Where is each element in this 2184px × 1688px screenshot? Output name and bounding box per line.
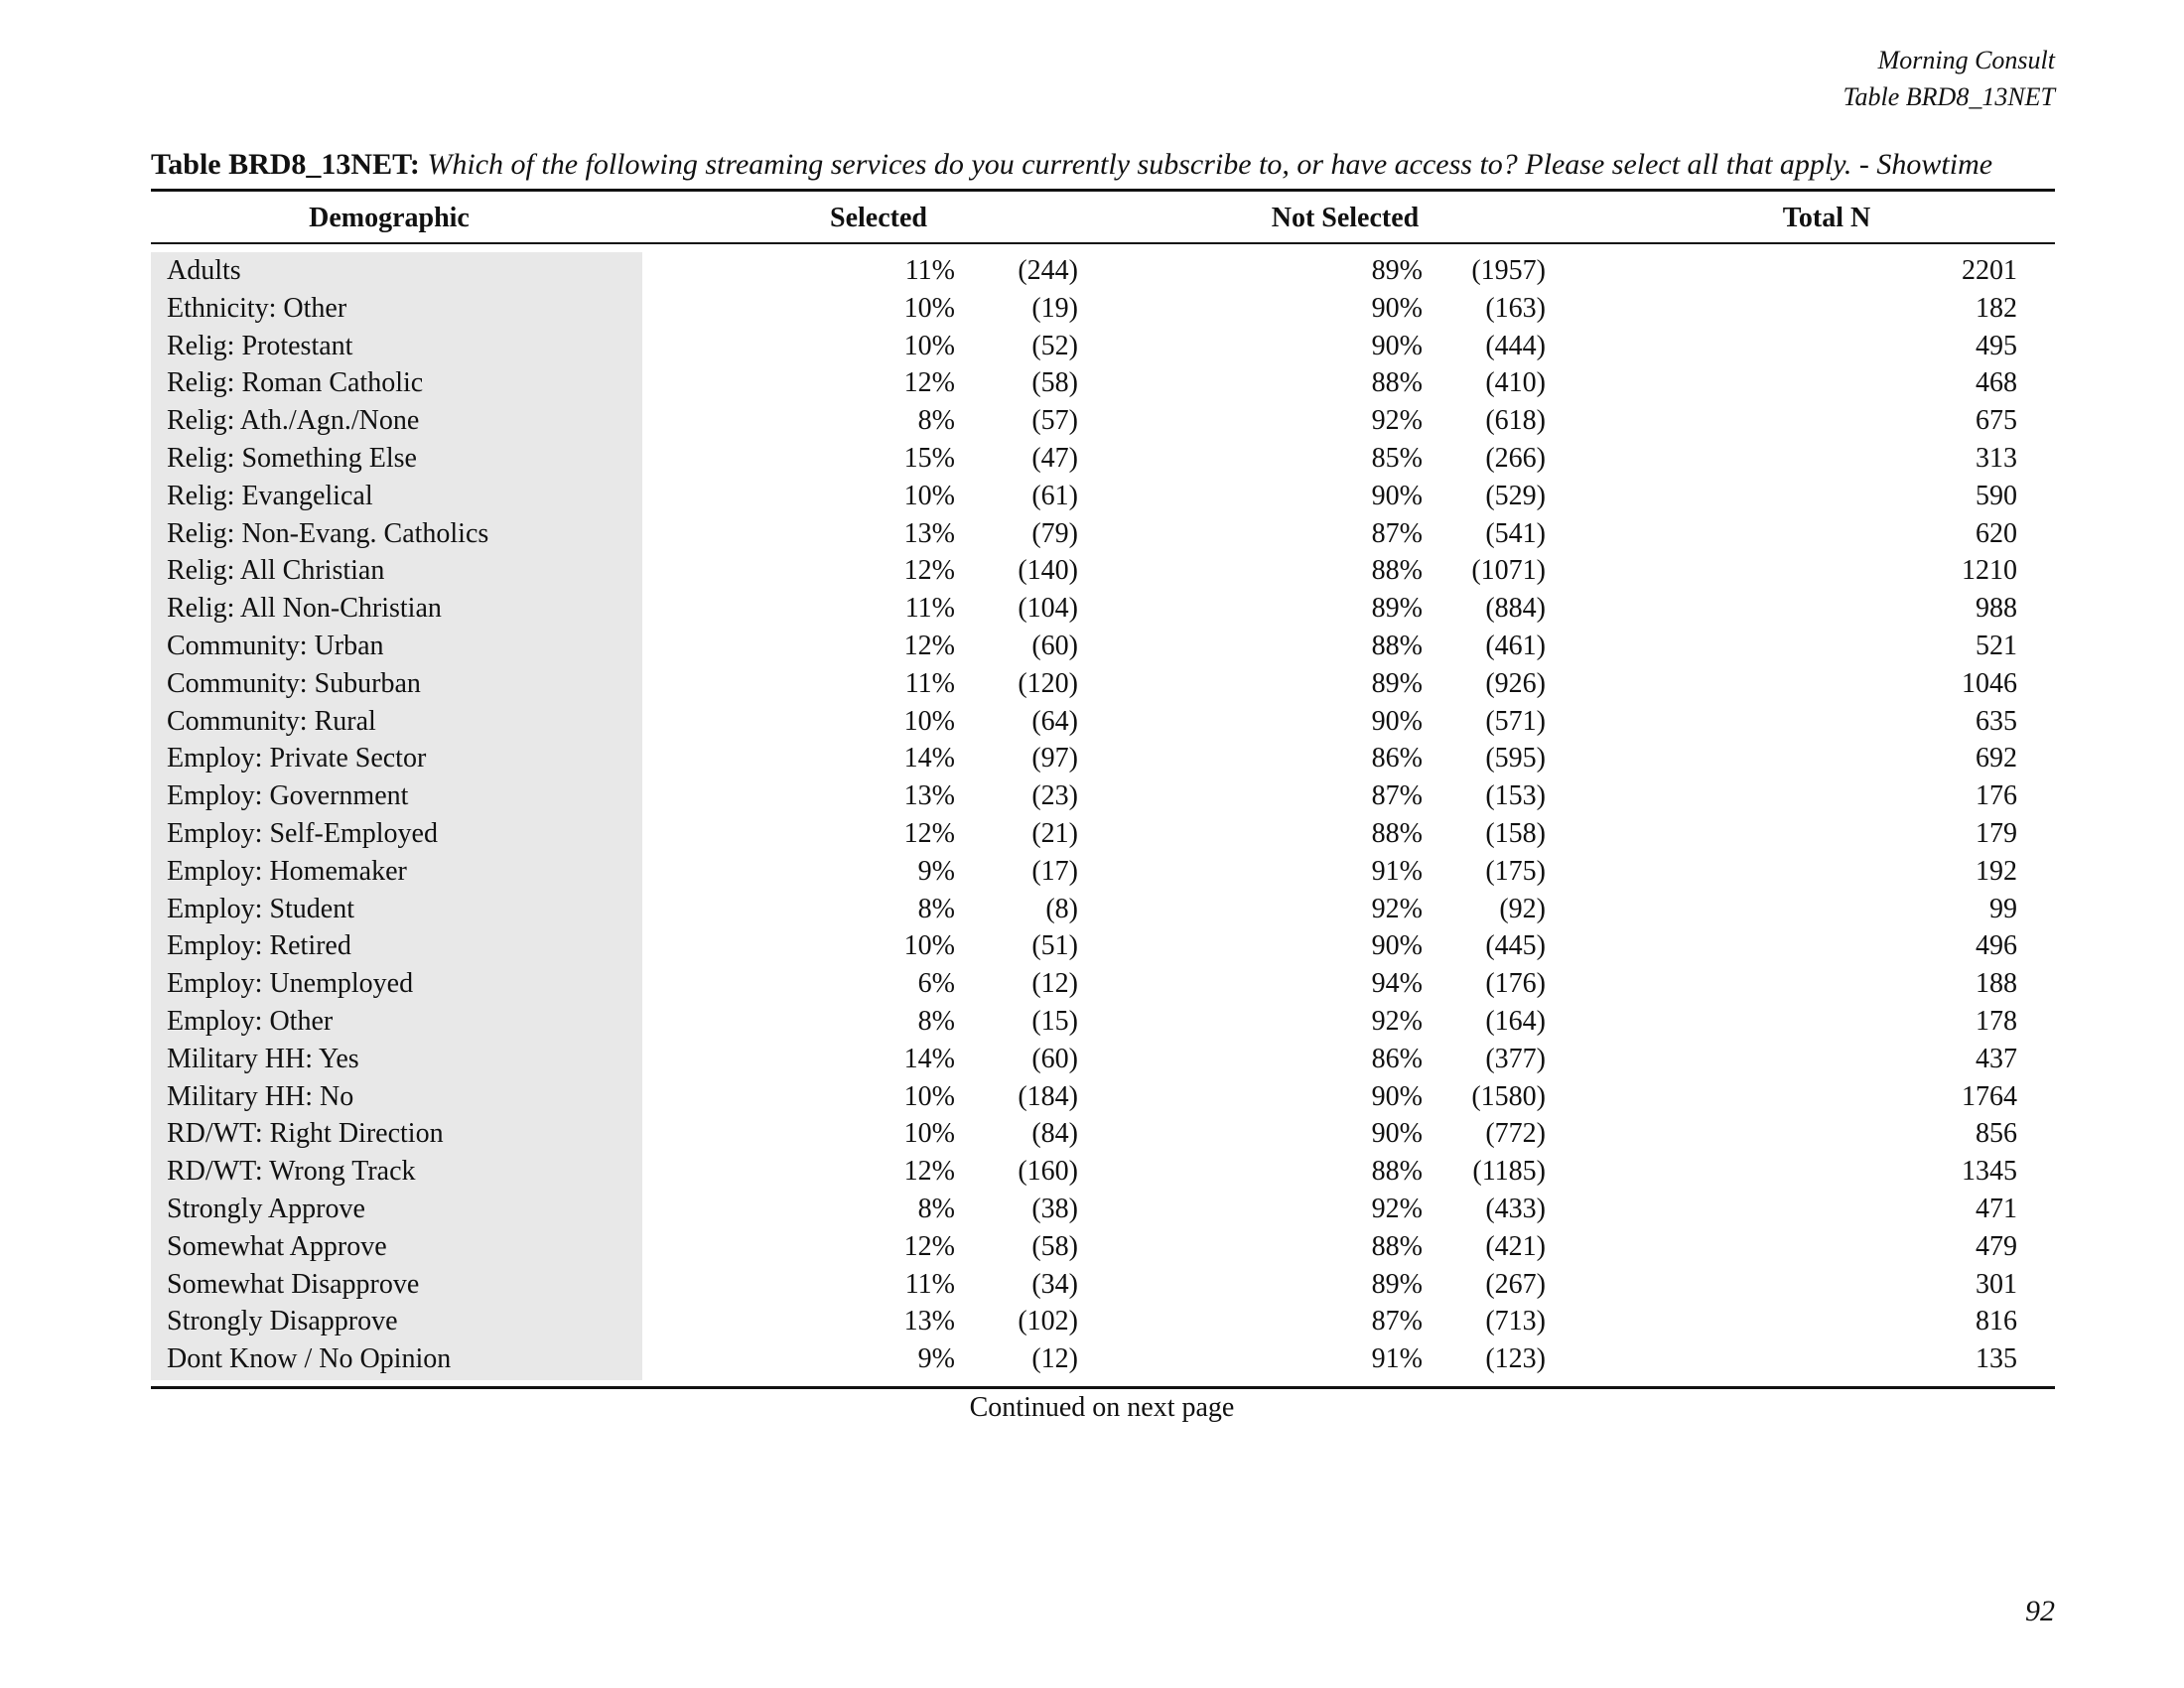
- not-selected-count-cell: (123): [1485, 1343, 1546, 1375]
- not-selected-count-cell: (529): [1485, 480, 1546, 511]
- table-row: [151, 740, 2055, 777]
- table-row: [151, 965, 2055, 1003]
- not-selected-count-cell: (1071): [1471, 555, 1546, 587]
- not-selected-percent-cell: 91%: [1371, 1343, 1423, 1375]
- total-n-cell: 816: [1976, 1306, 2017, 1337]
- table-row: [151, 440, 2055, 478]
- not-selected-count-cell: (541): [1485, 517, 1546, 549]
- total-n-cell: 675: [1976, 405, 2017, 437]
- not-selected-count-cell: (410): [1485, 367, 1546, 399]
- not-selected-count-cell: (461): [1485, 630, 1546, 661]
- not-selected-count-cell: (163): [1485, 292, 1546, 324]
- selected-count-cell: (160): [1018, 1156, 1078, 1188]
- not-selected-percent-cell: 92%: [1371, 893, 1423, 924]
- selected-count-cell: (47): [1031, 442, 1078, 474]
- table-row: [151, 552, 2055, 590]
- total-n-cell: 620: [1976, 517, 2017, 549]
- selected-count-cell: (23): [1031, 780, 1078, 812]
- total-n-cell: 471: [1976, 1193, 2017, 1224]
- selected-count-cell: (64): [1031, 705, 1078, 737]
- column-header-demographic: Demographic: [309, 203, 470, 233]
- total-n-cell: 182: [1976, 292, 2017, 324]
- total-n-cell: 437: [1976, 1043, 2017, 1074]
- not-selected-percent-cell: 88%: [1371, 555, 1423, 587]
- selected-percent-cell: 10%: [903, 930, 955, 962]
- total-n-cell: 192: [1976, 855, 2017, 887]
- not-selected-percent-cell: 90%: [1371, 930, 1423, 962]
- selected-count-cell: (60): [1031, 1043, 1078, 1074]
- selected-count-cell: (184): [1018, 1080, 1078, 1112]
- demographic-cell: Employ: Government: [167, 780, 409, 812]
- table-row: [151, 1266, 2055, 1304]
- not-selected-count-cell: (571): [1485, 705, 1546, 737]
- selected-percent-cell: 12%: [903, 1156, 955, 1188]
- table-row: [151, 478, 2055, 515]
- not-selected-percent-cell: 87%: [1371, 517, 1423, 549]
- demographic-cell: Relig: All Non-Christian: [167, 593, 442, 625]
- demographic-cell: Employ: Retired: [167, 930, 351, 962]
- table-row: [151, 402, 2055, 440]
- total-n-cell: 1046: [1962, 667, 2017, 699]
- continued-note: Continued on next page: [969, 1392, 1235, 1423]
- selected-count-cell: (244): [1018, 255, 1078, 286]
- table-row: [151, 1228, 2055, 1266]
- selected-percent-cell: 11%: [904, 255, 955, 286]
- table-header-rule: [151, 242, 2055, 244]
- selected-count-cell: (58): [1031, 1230, 1078, 1262]
- selected-count-cell: (17): [1031, 855, 1078, 887]
- demographic-cell: Dont Know / No Opinion: [167, 1343, 452, 1375]
- not-selected-percent-cell: 86%: [1371, 1043, 1423, 1074]
- not-selected-count-cell: (1957): [1471, 255, 1546, 286]
- demographic-cell: RD/WT: Right Direction: [167, 1118, 444, 1150]
- not-selected-count-cell: (618): [1485, 405, 1546, 437]
- not-selected-count-cell: (421): [1485, 1230, 1546, 1262]
- not-selected-percent-cell: 85%: [1371, 442, 1423, 474]
- selected-count-cell: (12): [1031, 968, 1078, 1000]
- table-row: [151, 1115, 2055, 1153]
- total-n-cell: 1345: [1962, 1156, 2017, 1188]
- not-selected-percent-cell: 88%: [1371, 817, 1423, 849]
- selected-percent-cell: 11%: [904, 1268, 955, 1300]
- not-selected-percent-cell: 89%: [1371, 1268, 1423, 1300]
- not-selected-count-cell: (444): [1485, 330, 1546, 361]
- demographic-cell: Employ: Homemaker: [167, 855, 407, 887]
- not-selected-percent-cell: 89%: [1371, 255, 1423, 286]
- table-row: [151, 328, 2055, 365]
- not-selected-count-cell: (445): [1485, 930, 1546, 962]
- selected-percent-cell: 8%: [917, 893, 955, 924]
- selected-count-cell: (52): [1031, 330, 1078, 361]
- not-selected-percent-cell: 92%: [1371, 1193, 1423, 1224]
- not-selected-count-cell: (164): [1485, 1005, 1546, 1037]
- not-selected-count-cell: (595): [1485, 743, 1546, 774]
- header-table-ref: Table BRD8_13NET: [1843, 82, 2055, 111]
- selected-percent-cell: 11%: [904, 667, 955, 699]
- table-row: [151, 703, 2055, 741]
- table-row: [151, 364, 2055, 402]
- selected-count-cell: (102): [1018, 1306, 1078, 1337]
- selected-count-cell: (8): [1045, 893, 1078, 924]
- demographic-cell: Military HH: No: [167, 1080, 354, 1112]
- not-selected-count-cell: (1580): [1471, 1080, 1546, 1112]
- not-selected-percent-cell: 88%: [1371, 630, 1423, 661]
- selected-percent-cell: 8%: [917, 405, 955, 437]
- selected-percent-cell: 12%: [903, 1230, 955, 1262]
- not-selected-count-cell: (884): [1485, 593, 1546, 625]
- selected-count-cell: (140): [1018, 555, 1078, 587]
- table-row: [151, 665, 2055, 703]
- selected-count-cell: (120): [1018, 667, 1078, 699]
- demographic-cell: Somewhat Disapprove: [167, 1268, 420, 1300]
- selected-percent-cell: 10%: [903, 292, 955, 324]
- selected-percent-cell: 10%: [903, 1080, 955, 1112]
- header-org: Morning Consult: [1877, 46, 2055, 74]
- not-selected-percent-cell: 86%: [1371, 743, 1423, 774]
- not-selected-percent-cell: 88%: [1371, 1156, 1423, 1188]
- selected-percent-cell: 8%: [917, 1005, 955, 1037]
- selected-percent-cell: 13%: [903, 517, 955, 549]
- demographic-cell: Employ: Other: [167, 1005, 334, 1037]
- selected-count-cell: (38): [1031, 1193, 1078, 1224]
- not-selected-percent-cell: 89%: [1371, 593, 1423, 625]
- selected-percent-cell: 8%: [917, 1193, 955, 1224]
- table-top-rule: [151, 189, 2055, 192]
- not-selected-percent-cell: 90%: [1371, 1118, 1423, 1150]
- selected-percent-cell: 12%: [903, 630, 955, 661]
- demographic-cell: Community: Suburban: [167, 667, 421, 699]
- table-row: [151, 777, 2055, 815]
- demographic-cell: Relig: Evangelical: [167, 480, 373, 511]
- total-n-cell: 313: [1976, 442, 2017, 474]
- selected-percent-cell: 10%: [903, 480, 955, 511]
- selected-count-cell: (61): [1031, 480, 1078, 511]
- table-row: [151, 590, 2055, 628]
- not-selected-count-cell: (772): [1485, 1118, 1546, 1150]
- demographic-cell: Relig: All Christian: [167, 555, 385, 587]
- column-header-not-selected: Not Selected: [1271, 203, 1420, 233]
- selected-count-cell: (19): [1031, 292, 1078, 324]
- not-selected-percent-cell: 89%: [1371, 667, 1423, 699]
- total-n-cell: 2201: [1962, 255, 2017, 286]
- demographic-cell: Military HH: Yes: [167, 1043, 359, 1074]
- table-row: [151, 628, 2055, 665]
- not-selected-count-cell: (433): [1485, 1193, 1546, 1224]
- table-row: [151, 853, 2055, 891]
- total-n-cell: 1764: [1962, 1080, 2017, 1112]
- demographic-cell: Relig: Ath./Agn./None: [167, 405, 420, 437]
- not-selected-count-cell: (267): [1485, 1268, 1546, 1300]
- selected-percent-cell: 6%: [917, 968, 955, 1000]
- selected-count-cell: (58): [1031, 367, 1078, 399]
- not-selected-percent-cell: 90%: [1371, 1080, 1423, 1112]
- demographic-cell: Relig: Protestant: [167, 330, 353, 361]
- selected-count-cell: (104): [1018, 593, 1078, 625]
- selected-count-cell: (21): [1031, 817, 1078, 849]
- table-row: [151, 515, 2055, 553]
- not-selected-percent-cell: 90%: [1371, 705, 1423, 737]
- demographic-cell: Adults: [167, 255, 241, 286]
- table-title-question: Which of the following streaming services do you currently subscribe to, or have access to? Please select all that apply. - Showtime: [427, 148, 1993, 181]
- demographic-cell: Strongly Disapprove: [167, 1306, 398, 1337]
- selected-percent-cell: 14%: [903, 743, 955, 774]
- table-row: [151, 1191, 2055, 1228]
- demographic-cell: Relig: Non-Evang. Catholics: [167, 517, 489, 549]
- selected-percent-cell: 11%: [904, 593, 955, 625]
- selected-percent-cell: 10%: [903, 1118, 955, 1150]
- demographic-cell: Relig: Roman Catholic: [167, 367, 424, 399]
- selected-count-cell: (84): [1031, 1118, 1078, 1150]
- total-n-cell: 988: [1976, 593, 2017, 625]
- selected-percent-cell: 14%: [903, 1043, 955, 1074]
- page-number: 92: [2025, 1595, 2055, 1627]
- total-n-cell: 135: [1976, 1343, 2017, 1375]
- not-selected-percent-cell: 94%: [1371, 968, 1423, 1000]
- not-selected-count-cell: (1185): [1472, 1156, 1546, 1188]
- demographic-cell: Strongly Approve: [167, 1193, 365, 1224]
- table-body: [151, 252, 2055, 1378]
- selected-count-cell: (57): [1031, 405, 1078, 437]
- total-n-cell: 479: [1976, 1230, 2017, 1262]
- not-selected-percent-cell: 90%: [1371, 330, 1423, 361]
- not-selected-count-cell: (176): [1485, 968, 1546, 1000]
- total-n-cell: 1210: [1962, 555, 2017, 587]
- selected-percent-cell: 15%: [903, 442, 955, 474]
- table-row: [151, 1078, 2055, 1116]
- not-selected-percent-cell: 92%: [1371, 1005, 1423, 1037]
- not-selected-count-cell: (158): [1485, 817, 1546, 849]
- table-row: [151, 1003, 2055, 1041]
- not-selected-count-cell: (175): [1485, 855, 1546, 887]
- table-row: [151, 1041, 2055, 1078]
- table-title: [151, 145, 2055, 185]
- table-row: [151, 891, 2055, 928]
- demographic-cell: Ethnicity: Other: [167, 292, 347, 324]
- selected-percent-cell: 12%: [903, 817, 955, 849]
- selected-percent-cell: 13%: [903, 1306, 955, 1337]
- total-n-cell: 856: [1976, 1118, 2017, 1150]
- not-selected-count-cell: (92): [1499, 893, 1546, 924]
- total-n-cell: 692: [1976, 743, 2017, 774]
- not-selected-percent-cell: 87%: [1371, 780, 1423, 812]
- selected-percent-cell: 13%: [903, 780, 955, 812]
- table-row: [151, 1303, 2055, 1340]
- selected-count-cell: (51): [1031, 930, 1078, 962]
- selected-count-cell: (12): [1031, 1343, 1078, 1375]
- demographic-cell: Employ: Student: [167, 893, 354, 924]
- demographic-cell: Employ: Self-Employed: [167, 817, 438, 849]
- total-n-cell: 635: [1976, 705, 2017, 737]
- total-n-cell: 468: [1976, 367, 2017, 399]
- not-selected-percent-cell: 88%: [1371, 1230, 1423, 1262]
- selected-percent-cell: 10%: [903, 330, 955, 361]
- total-n-cell: 176: [1976, 780, 2017, 812]
- not-selected-count-cell: (266): [1485, 442, 1546, 474]
- not-selected-percent-cell: 87%: [1371, 1306, 1423, 1337]
- not-selected-percent-cell: 92%: [1371, 405, 1423, 437]
- demographic-cell: Community: Urban: [167, 630, 384, 661]
- selected-percent-cell: 9%: [917, 1343, 955, 1375]
- demographic-cell: Employ: Private Sector: [167, 743, 427, 774]
- demographic-cell: Community: Rural: [167, 705, 376, 737]
- total-n-cell: 521: [1976, 630, 2017, 661]
- selected-percent-cell: 12%: [903, 367, 955, 399]
- selected-count-cell: (60): [1031, 630, 1078, 661]
- not-selected-percent-cell: 91%: [1371, 855, 1423, 887]
- table-row: [151, 815, 2055, 853]
- selected-count-cell: (15): [1031, 1005, 1078, 1037]
- table-title-id: Table BRD8_13NET:: [151, 148, 420, 181]
- not-selected-count-cell: (713): [1485, 1306, 1546, 1337]
- not-selected-count-cell: (926): [1485, 667, 1546, 699]
- column-header-selected: Selected: [830, 203, 927, 233]
- table-row: [151, 252, 2055, 290]
- total-n-cell: 590: [1976, 480, 2017, 511]
- not-selected-percent-cell: 90%: [1371, 480, 1423, 511]
- total-n-cell: 496: [1976, 930, 2017, 962]
- table-row: [151, 1153, 2055, 1191]
- demographic-cell: Employ: Unemployed: [167, 968, 414, 1000]
- selected-count-cell: (97): [1031, 743, 1078, 774]
- total-n-cell: 188: [1976, 968, 2017, 1000]
- table-row: [151, 927, 2055, 965]
- demographic-cell: Somewhat Approve: [167, 1230, 387, 1262]
- page-header: [1843, 42, 2055, 115]
- table-row: [151, 1340, 2055, 1378]
- demographic-cell: RD/WT: Wrong Track: [167, 1156, 416, 1188]
- total-n-cell: 301: [1976, 1268, 2017, 1300]
- total-n-cell: 99: [1989, 893, 2017, 924]
- total-n-cell: 178: [1976, 1005, 2017, 1037]
- not-selected-percent-cell: 90%: [1371, 292, 1423, 324]
- not-selected-count-cell: (153): [1485, 780, 1546, 812]
- selected-count-cell: (79): [1031, 517, 1078, 549]
- total-n-cell: 179: [1976, 817, 2017, 849]
- demographic-cell: Relig: Something Else: [167, 442, 417, 474]
- not-selected-percent-cell: 88%: [1371, 367, 1423, 399]
- table-row: [151, 290, 2055, 328]
- selected-percent-cell: 10%: [903, 705, 955, 737]
- total-n-cell: 495: [1976, 330, 2017, 361]
- selected-percent-cell: 9%: [917, 855, 955, 887]
- selected-percent-cell: 12%: [903, 555, 955, 587]
- column-header-total: Total N: [1782, 203, 1871, 233]
- not-selected-count-cell: (377): [1485, 1043, 1546, 1074]
- selected-count-cell: (34): [1031, 1268, 1078, 1300]
